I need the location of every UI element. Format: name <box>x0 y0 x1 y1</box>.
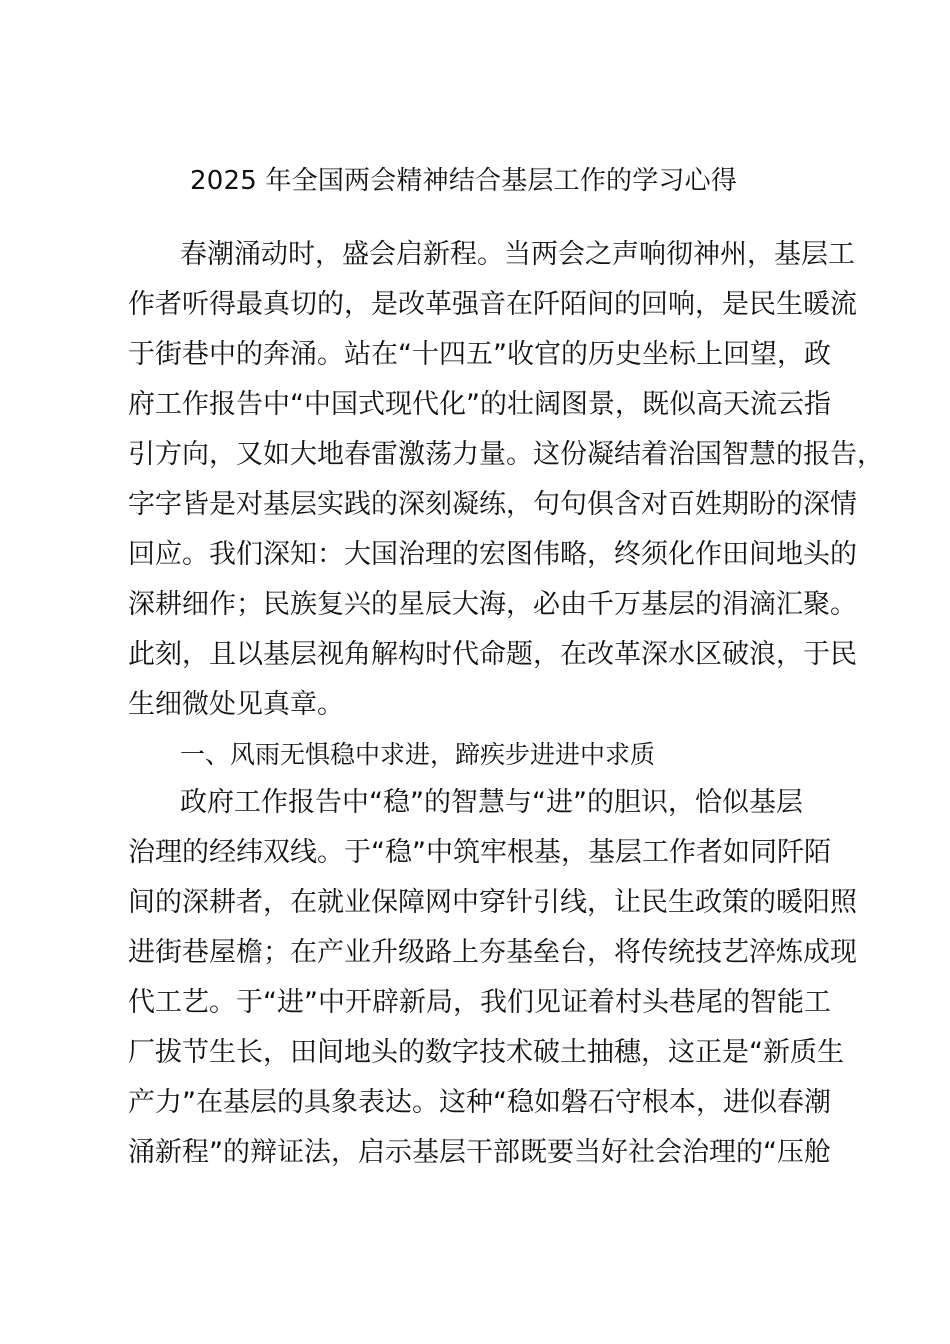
paragraph1-line-3: 于街巷中的奔涌。站在“十四五”收官的历史坐标上回望，政 <box>128 339 831 370</box>
paragraph1-line-4: 府工作报告中“中国式现代化”的壮阔图景，既似高天流云指 <box>128 389 831 420</box>
paragraph1-line-8: 深耕细作；民族复兴的星辰大海，必由千万基层的涓滴汇聚。 <box>128 589 857 620</box>
paragraph2-line-1: 政府工作报告中“稳”的智慧与“进”的胆识，恰似基层 <box>180 787 803 818</box>
paragraph2-line-5: 代工艺。于“进”中开辟新局，我们见证着村头巷尾的智能工 <box>128 987 831 1018</box>
paragraph1-line-1: 春潮涌动时，盛会启新程。当两会之声响彻神州，基层工 <box>180 239 855 270</box>
paragraph1-line-9: 此刻，且以基层视角解构时代命题，在改革深水区破浪，于民 <box>128 639 857 670</box>
paragraph2-line-3: 间的深耕者，在就业保障网中穿针引线，让民生政策的暖阳照 <box>128 887 857 918</box>
paragraph2-line-2: 治理的经纬双线。于“稳”中筑牢根基，基层工作者如同阡陌 <box>128 837 831 868</box>
paragraph1-line-7: 回应。我们深知：大国治理的宏图伟略，终须化作田间地头的 <box>128 539 857 570</box>
section1-heading: 一、风雨无惧稳中求进，蹄疾步进进中求质 <box>180 740 656 769</box>
paragraph2-line-8: 涌新程”的辩证法，启示基层干部既要当好社会治理的“压舱 <box>128 1137 831 1168</box>
paragraph2-line-4: 进街巷屋檐；在产业升级路上夯基垒台，将传统技艺淬炼成现 <box>128 937 857 968</box>
document-title: 2025 年全国两会精神结合基层工作的学习心得 <box>190 166 738 196</box>
paragraph2-line-6: 厂拔节生长，田间地头的数字技术破土抽穗，这正是“新质生 <box>128 1037 844 1068</box>
paragraph1-line-2: 作者听得最真切的，是改革强音在阡陌间的回响，是民生暖流 <box>128 289 857 320</box>
paragraph1-line-10: 生细微处见真章。 <box>128 689 344 720</box>
paragraph1-line-5: 引方向，又如大地春雷激荡力量。这份凝结着治国智慧的报告， <box>128 439 884 470</box>
paragraph2-line-7: 产力”在基层的具象表达。这种“稳如磐石守根本，进似春潮 <box>128 1087 831 1118</box>
paragraph1-line-6: 字字皆是对基层实践的深刻凝练，句句俱含对百姓期盼的深情 <box>128 489 857 520</box>
